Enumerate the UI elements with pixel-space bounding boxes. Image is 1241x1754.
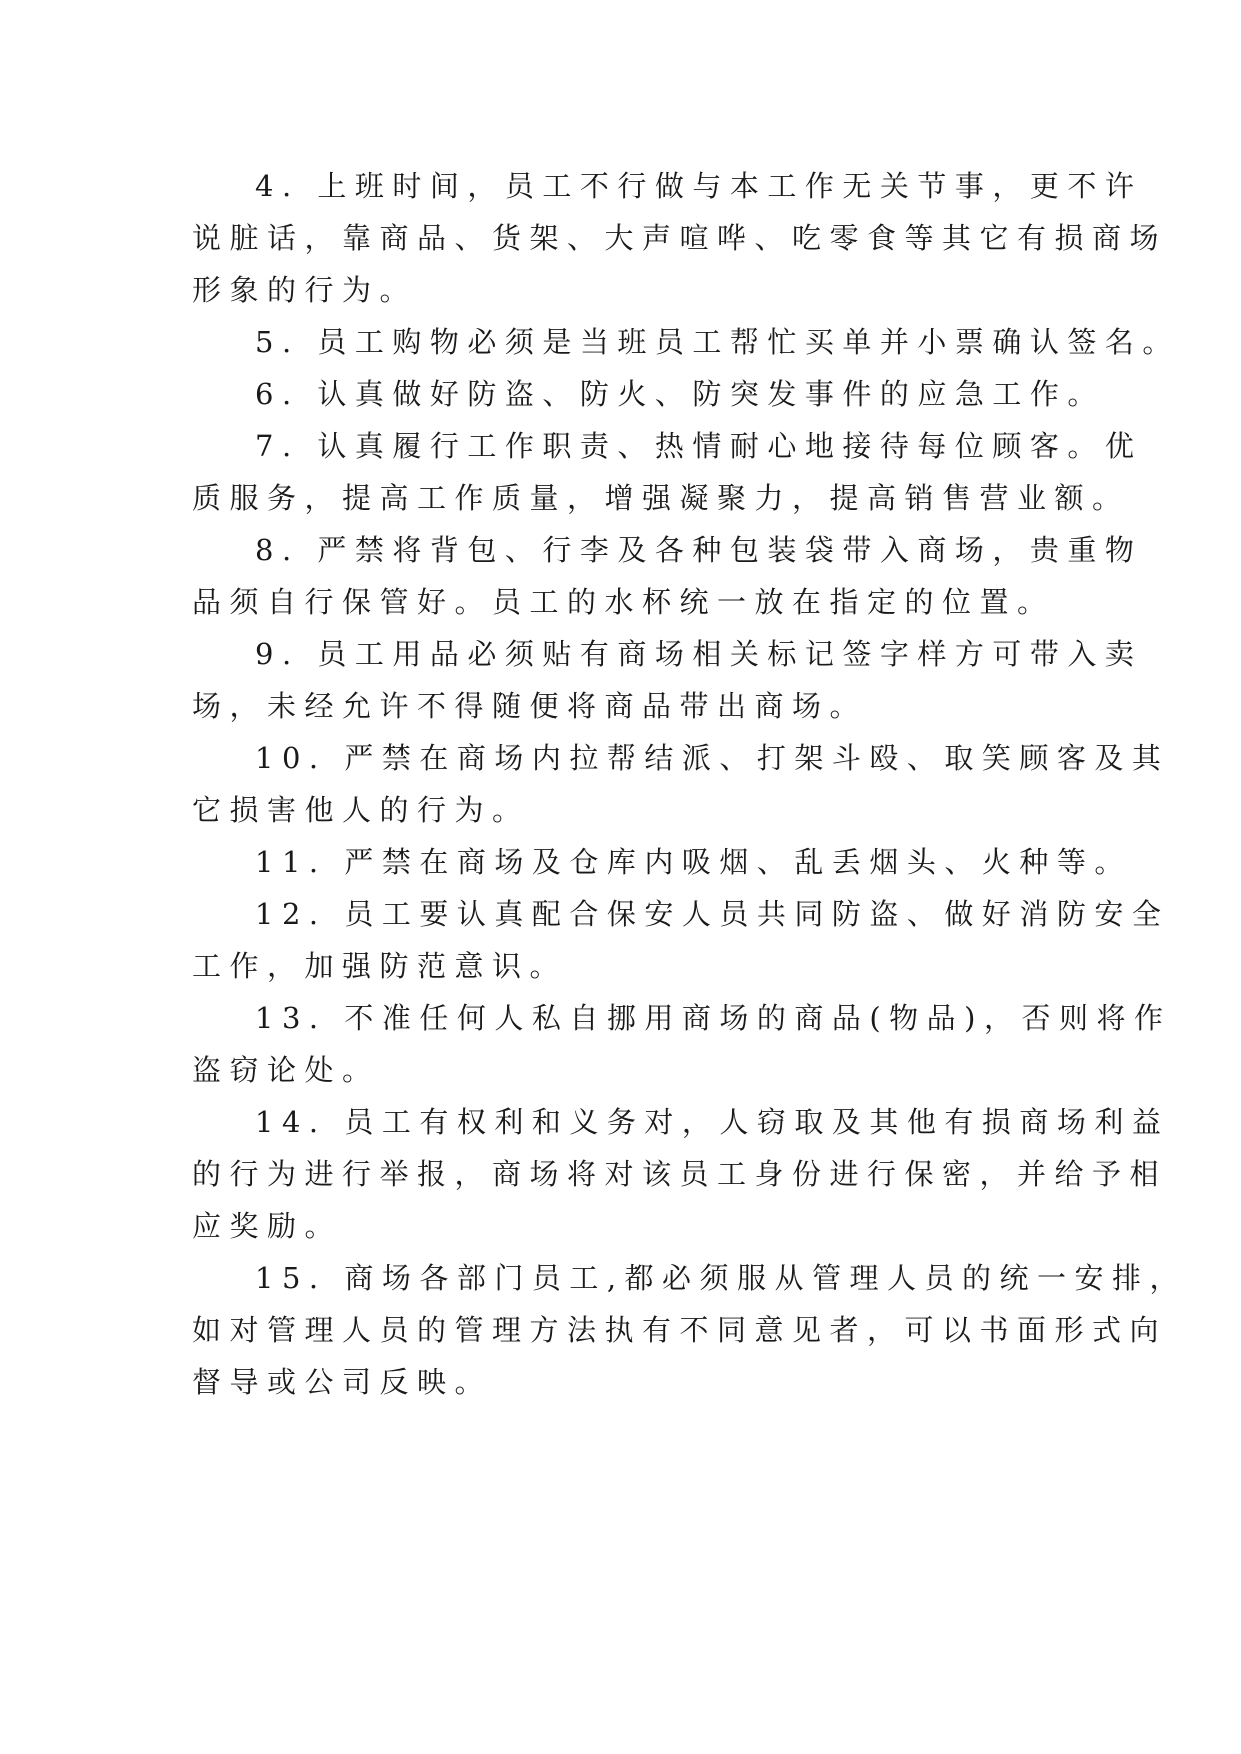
rule-10-line-1: 10. 严禁在商场内拉帮结派、打架斗殴、取笑顾客及其 [255,741,1170,775]
rule-14-line-1: 14. 员工有权利和义务对，人窃取及其他有损商场利益 [255,1105,1170,1139]
rule-15-line-1: 15. 商场各部门员工,都必须服从管理人员的统一安排， [255,1261,1188,1295]
rule-14-line-2: 的行为进行举报，商场将对该员工身份进行保密，并给予相 [192,1157,1168,1191]
rule-8-line-1: 8. 严禁将背包、行李及各种包装袋带入商场，贵重物 [255,533,1143,567]
rule-6-line-1: 6. 认真做好防盗、防火、防突发事件的应急工作。 [255,377,1105,411]
rule-4-line-2: 说脏话，靠商品、货架、大声喧哗、吃零食等其它有损商场 [192,221,1168,255]
rule-4-line-3: 形象的行为。 [192,273,418,307]
rule-9-line-2: 场，未经允许不得随便将商品带出商场。 [192,689,868,723]
rule-4-line-1: 4. 上班时间，员工不行做与本工作无关节事，更不许 [255,169,1143,203]
rule-14-line-3: 应奖励。 [192,1209,343,1243]
rule-13-line-1: 13. 不准任何人私自挪用商场的商品(物品)，否则将作 [255,1001,1172,1035]
rule-9-line-1: 9. 员工用品必须贴有商场相关标记签字样方可带入卖 [255,637,1143,671]
rule-12-line-1: 12. 员工要认真配合保安人员共同防盗、做好消防安全 [255,897,1170,931]
rule-15-line-3: 督导或公司反映。 [192,1365,493,1399]
rule-7-line-2: 质服务，提高工作质量，增强凝聚力，提高销售营业额。 [192,481,1130,515]
rule-5-line-1: 5. 员工购物必须是当班员工帮忙买单并小票确认签名。 [255,325,1180,359]
rule-15-line-2: 如对管理人员的管理方法执有不同意见者，可以书面形式向 [192,1313,1168,1347]
rule-12-line-2: 工作，加强防范意识。 [192,949,568,983]
rule-7-line-1: 7. 认真履行工作职责、热情耐心地接待每位顾客。优 [255,429,1143,463]
rule-11-line-1: 11. 严禁在商场及仓库内吸烟、乱丢烟头、火种等。 [255,845,1132,879]
rule-8-line-2: 品须自行保管好。员工的水杯统一放在指定的位置。 [192,585,1055,619]
rule-10-line-2: 它损害他人的行为。 [192,793,530,827]
rule-13-line-2: 盗窃论处。 [192,1053,380,1087]
